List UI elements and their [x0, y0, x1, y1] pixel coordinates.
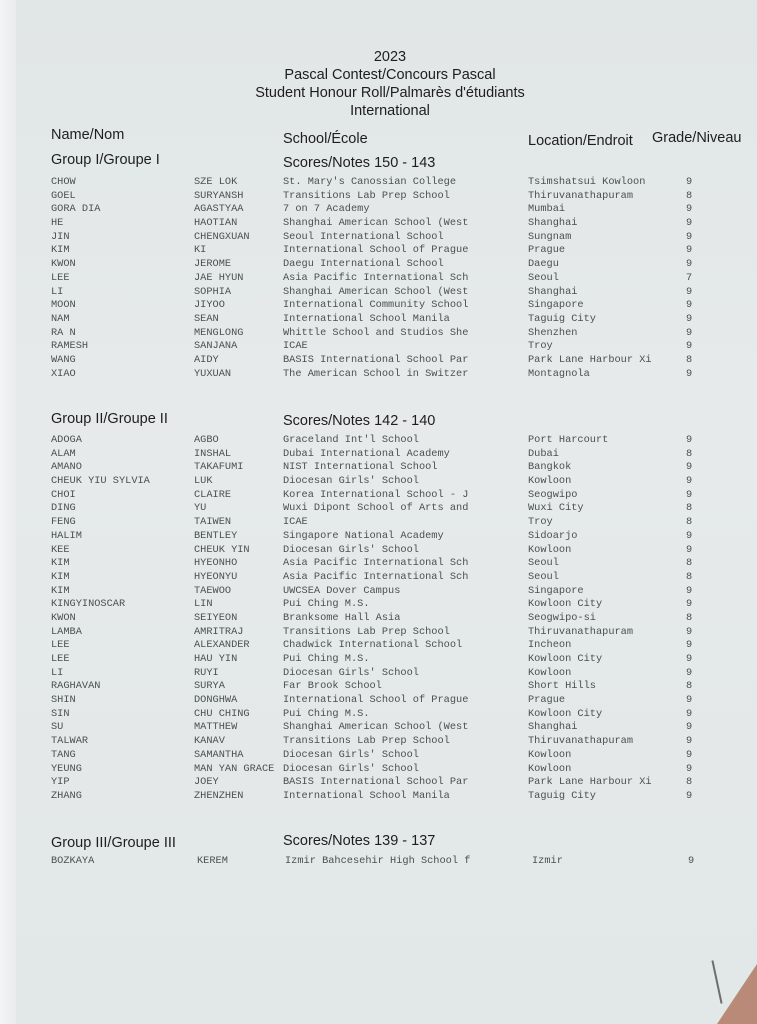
location: Prague: [528, 694, 566, 707]
first-name: RUYI: [194, 666, 219, 679]
location: Shenzhen: [528, 326, 578, 339]
location: Kowloon: [528, 748, 572, 761]
grade: 9: [686, 529, 693, 542]
last-name: LI: [51, 285, 64, 298]
first-name: AMRITRAJ: [194, 625, 244, 638]
last-name: MOON: [51, 299, 76, 312]
location: Shanghai: [528, 721, 578, 734]
location: Thiruvanathapuram: [528, 625, 634, 638]
location: Seogwipo-si: [528, 611, 596, 624]
first-name: HAOTIAN: [194, 217, 238, 230]
first-name: AIDY: [194, 353, 219, 366]
table-row: [0, 489, 757, 503]
grade: 9: [686, 748, 693, 761]
school-name: Pui Ching M.S.: [283, 707, 370, 720]
last-name: LI: [51, 666, 64, 679]
location: Mumbai: [528, 203, 566, 216]
first-name: CHU CHING: [194, 707, 250, 720]
first-name: SOPHIA: [194, 285, 232, 298]
table-row: [0, 763, 757, 777]
grade: 9: [686, 285, 693, 298]
school-name: Izmir Bahcesehir High School f: [285, 855, 471, 867]
location: Incheon: [528, 639, 572, 652]
school-name: Branksome Hall Asia: [283, 611, 401, 624]
table-row: [0, 639, 757, 653]
first-name: AGASTYAA: [194, 203, 244, 216]
location: Park Lane Harbour Xi: [528, 353, 652, 366]
last-name: XIAO: [51, 367, 76, 380]
school-name: Diocesan Girls' School: [283, 748, 419, 761]
table-row: [0, 475, 757, 489]
grade: 9: [686, 434, 693, 446]
school-name: NIST International School: [283, 461, 438, 474]
first-name: SAMANTHA: [194, 748, 244, 761]
first-name: HYEONYU: [194, 570, 238, 583]
grade: 9: [686, 598, 693, 611]
table-row: [0, 721, 757, 735]
last-name: TALWAR: [51, 735, 89, 748]
table-row: [0, 790, 757, 804]
school-name: International School Manila: [283, 312, 450, 325]
first-name: HAU YIN: [194, 653, 238, 665]
table-row: [0, 327, 757, 341]
grade: 8: [686, 557, 693, 570]
last-name: RAMESH: [51, 340, 89, 353]
grade: 8: [686, 776, 693, 789]
grade: 9: [686, 461, 693, 474]
first-name: DONGHWA: [194, 694, 238, 707]
group-3-title: Group III/Groupe III: [51, 835, 176, 851]
location: Troy: [528, 340, 553, 353]
first-name: SEIYEON: [194, 611, 238, 624]
location: Port Harcourt: [528, 434, 609, 446]
first-name: CLAIRE: [194, 488, 232, 501]
last-name: KINGYINOSCAR: [51, 598, 126, 611]
school-name: Far Brook School: [283, 680, 382, 693]
first-name: AGBO: [194, 434, 219, 446]
last-name: HALIM: [51, 529, 82, 542]
location: Bangkok: [528, 461, 572, 474]
location: Seogwipo: [528, 488, 578, 501]
school-name: Chadwick International School: [283, 639, 463, 652]
grade: 9: [686, 584, 693, 597]
first-name: KI: [194, 244, 207, 257]
grade: 7: [686, 271, 693, 284]
group-1-scores: Scores/Notes 150 - 143: [283, 155, 436, 171]
school-name: Diocesan Girls' School: [283, 762, 419, 775]
first-name: LIN: [194, 598, 213, 611]
school-name: BASIS International School Par: [283, 353, 469, 366]
location: Montagnola: [528, 367, 590, 380]
last-name: YEUNG: [51, 762, 82, 775]
table-row: [0, 448, 757, 462]
location: Seoul: [528, 557, 559, 570]
grade: 9: [686, 312, 693, 325]
location: Taguig City: [528, 312, 596, 325]
location: Singapore: [528, 299, 584, 312]
column-header-name: Name/Nom: [51, 127, 125, 143]
school-name: Shanghai American School (West: [283, 217, 469, 230]
first-name: YU: [194, 502, 207, 515]
last-name: KEE: [51, 543, 70, 556]
grade: 8: [686, 516, 693, 529]
school-name: Asia Pacific International Sch: [283, 570, 469, 583]
table-row: [0, 203, 757, 217]
grade: 9: [686, 340, 693, 353]
table-row: [0, 626, 757, 640]
first-name: KANAV: [194, 735, 225, 748]
school-name: Wuxi Dipont School of Arts and: [283, 502, 469, 515]
first-name: MAN YAN GRACE: [194, 762, 275, 775]
table-row: [0, 244, 757, 258]
table-row: [0, 313, 757, 327]
table-row: [0, 176, 757, 190]
grade: 9: [686, 694, 693, 707]
table-row: [0, 502, 757, 516]
location: Sungnam: [528, 230, 572, 243]
background-corner: [717, 964, 757, 1024]
location: Short Hills: [528, 680, 596, 693]
first-name: JIYOO: [194, 299, 225, 312]
region: International: [350, 103, 430, 119]
location: Kowloon City: [528, 653, 603, 665]
school-name: 7 on 7 Academy: [283, 203, 370, 216]
contest-name: Pascal Contest/Concours Pascal: [284, 67, 496, 83]
column-header-grade: Grade/Niveau: [652, 130, 742, 146]
last-name: KIM: [51, 570, 70, 583]
school-name: International School of Prague: [283, 694, 469, 707]
grade: 8: [686, 502, 693, 515]
school-name: Diocesan Girls' School: [283, 543, 419, 556]
first-name: SEAN: [194, 312, 219, 325]
table-row: [0, 299, 757, 313]
table-row: [0, 530, 757, 544]
grade: 9: [686, 762, 693, 775]
last-name: DING: [51, 502, 76, 515]
school-name: Dubai International Academy: [283, 447, 450, 460]
last-name: ZHANG: [51, 789, 82, 802]
school-name: BASIS International School Par: [283, 776, 469, 789]
grade: 9: [686, 721, 693, 734]
school-name: St. Mary's Canossian College: [283, 176, 457, 188]
group-1-rows: [0, 176, 757, 381]
grade: 9: [686, 258, 693, 271]
first-name: CHEUK YIN: [194, 543, 250, 556]
school-name: ICAE: [283, 340, 308, 353]
last-name: HE: [51, 217, 64, 230]
last-name: YIP: [51, 776, 70, 789]
grade: 9: [686, 653, 693, 665]
location: Seoul: [528, 271, 559, 284]
document-header: [0, 48, 757, 120]
school-name: Asia Pacific International Sch: [283, 271, 469, 284]
first-name: YUXUAN: [194, 367, 232, 380]
table-row: [0, 708, 757, 722]
group-1-title: Group I/Groupe I: [51, 152, 160, 168]
location: Kowloon: [528, 475, 572, 488]
location: Daegu: [528, 258, 559, 271]
school-name: Whittle School and Studios She: [283, 326, 469, 339]
location: Shanghai: [528, 285, 578, 298]
location: Tsimshatsui Kowloon: [528, 176, 646, 188]
table-row: [0, 258, 757, 272]
school-name: The American School in Switzer: [283, 367, 469, 380]
school-name: Diocesan Girls' School: [283, 475, 419, 488]
school-name: International School Manila: [283, 789, 450, 802]
grade: 9: [686, 299, 693, 312]
table-row: [0, 217, 757, 231]
last-name: LEE: [51, 639, 70, 652]
location: Shanghai: [528, 217, 578, 230]
table-row: [0, 667, 757, 681]
school-name: Seoul International School: [283, 230, 444, 243]
location: Thiruvanathapuram: [528, 735, 634, 748]
grade: 9: [686, 543, 693, 556]
table-row: [0, 557, 757, 571]
first-name: CHENGXUAN: [194, 230, 250, 243]
grade: 9: [688, 855, 695, 867]
table-row: [0, 749, 757, 763]
first-name: JOEY: [194, 776, 219, 789]
table-row: [0, 272, 757, 286]
school-name: Diocesan Girls' School: [283, 666, 419, 679]
school-name: Shanghai American School (West: [283, 285, 469, 298]
grade: 9: [686, 789, 693, 802]
table-row: [0, 354, 757, 368]
school-name: Graceland Int'l School: [283, 434, 419, 446]
grade: 9: [686, 707, 693, 720]
location: Prague: [528, 244, 566, 257]
first-name: TAIWEN: [194, 516, 232, 529]
table-row: [0, 340, 757, 354]
grade: 8: [686, 611, 693, 624]
first-name: SZE LOK: [194, 176, 238, 188]
last-name: AMANO: [51, 461, 82, 474]
table-row: [0, 776, 757, 790]
table-row: [0, 612, 757, 626]
group-3-rows: [0, 855, 757, 869]
grade: 9: [686, 217, 693, 230]
table-row: [0, 516, 757, 530]
last-name: CHOW: [51, 176, 76, 188]
location: Kowloon: [528, 762, 572, 775]
school-name: Korea International School - J: [283, 488, 469, 501]
table-row: [0, 680, 757, 694]
last-name: SU: [51, 721, 64, 734]
school-name: International School of Prague: [283, 244, 469, 257]
first-name: JAE HYUN: [194, 271, 244, 284]
table-row: [0, 461, 757, 475]
first-name: HYEONHO: [194, 557, 238, 570]
first-name: TAKAFUMI: [194, 461, 244, 474]
table-row: [0, 231, 757, 245]
grade: 8: [686, 570, 693, 583]
last-name: TANG: [51, 748, 76, 761]
location: Park Lane Harbour Xi: [528, 776, 652, 789]
grade: 9: [686, 475, 693, 488]
location: Seoul: [528, 570, 559, 583]
grade: 9: [686, 244, 693, 257]
location: Dubai: [528, 447, 559, 460]
last-name: CHEUK YIU SYLVIA: [51, 475, 150, 488]
grade: 8: [686, 447, 693, 460]
first-name: BENTLEY: [194, 529, 238, 542]
last-name: KIM: [51, 557, 70, 570]
last-name: GOEL: [51, 189, 76, 202]
grade: 8: [686, 680, 693, 693]
last-name: BOZKAYA: [51, 855, 95, 867]
school-name: ICAE: [283, 516, 308, 529]
first-name: ZHENZHEN: [194, 789, 244, 802]
grade: 9: [686, 203, 693, 216]
grade: 8: [686, 353, 693, 366]
table-row: [0, 544, 757, 558]
last-name: SIN: [51, 707, 70, 720]
first-name: ALEXANDER: [194, 639, 250, 652]
last-name: CHOI: [51, 488, 76, 501]
school-name: Singapore National Academy: [283, 529, 444, 542]
location: Thiruvanathapuram: [528, 189, 634, 202]
last-name: FENG: [51, 516, 76, 529]
last-name: LAMBA: [51, 625, 82, 638]
last-name: KIM: [51, 584, 70, 597]
table-row: [0, 286, 757, 300]
table-row: [0, 585, 757, 599]
year: 2023: [373, 49, 407, 65]
location: Wuxi City: [528, 502, 584, 515]
last-name: LEE: [51, 271, 70, 284]
school-name: Transitions Lab Prep School: [283, 189, 450, 202]
last-name: KWON: [51, 258, 76, 271]
location: Kowloon City: [528, 598, 603, 611]
grade: 9: [686, 488, 693, 501]
first-name: MENGLONG: [194, 326, 244, 339]
grade: 9: [686, 326, 693, 339]
first-name: INSHAL: [194, 447, 232, 460]
first-name: SURYANSH: [194, 189, 244, 202]
grade: 9: [686, 666, 693, 679]
school-name: Pui Ching M.S.: [283, 598, 370, 611]
column-header-school: School/École: [283, 131, 368, 147]
group-2-title: Group II/Groupe II: [51, 411, 168, 427]
last-name: GORA DIA: [51, 203, 101, 216]
first-name: SURYA: [194, 680, 225, 693]
last-name: RAGHAVAN: [51, 680, 101, 693]
table-row: [0, 571, 757, 585]
location: Troy: [528, 516, 553, 529]
location: Sidoarjo: [528, 529, 578, 542]
school-name: Shanghai American School (West: [283, 721, 469, 734]
table-row: [0, 368, 757, 382]
last-name: RA N: [51, 326, 76, 339]
last-name: ADOGA: [51, 434, 82, 446]
location: Kowloon City: [528, 707, 603, 720]
document-title: Student Honour Roll/Palmarès d'étudiants: [255, 85, 525, 101]
table-row: [0, 190, 757, 204]
school-name: Daegu International School: [283, 258, 444, 271]
last-name: WANG: [51, 353, 76, 366]
first-name: MATTHEW: [194, 721, 238, 734]
school-name: Pui Ching M.S.: [283, 653, 370, 665]
last-name: KIM: [51, 244, 70, 257]
table-row: [0, 653, 757, 667]
school-name: International Community School: [283, 299, 469, 312]
location: Izmir: [532, 855, 563, 867]
school-name: UWCSEA Dover Campus: [283, 584, 401, 597]
grade: 8: [686, 189, 693, 202]
first-name: SANJANA: [194, 340, 238, 353]
school-name: Asia Pacific International Sch: [283, 557, 469, 570]
grade: 9: [686, 176, 693, 188]
last-name: KWON: [51, 611, 76, 624]
first-name: KEREM: [197, 855, 228, 867]
column-header-location: Location/Endroit: [528, 133, 633, 149]
first-name: JEROME: [194, 258, 232, 271]
table-row: [0, 434, 757, 448]
grade: 9: [686, 367, 693, 380]
table-row: [0, 735, 757, 749]
table-row: [0, 694, 757, 708]
location: Kowloon: [528, 666, 572, 679]
grade: 9: [686, 639, 693, 652]
location: Taguig City: [528, 789, 596, 802]
school-name: Transitions Lab Prep School: [283, 625, 450, 638]
table-row: [0, 855, 757, 869]
last-name: JIN: [51, 230, 70, 243]
grade: 9: [686, 625, 693, 638]
location: Singapore: [528, 584, 584, 597]
grade: 9: [686, 735, 693, 748]
location: Kowloon: [528, 543, 572, 556]
last-name: NAM: [51, 312, 70, 325]
grade: 9: [686, 230, 693, 243]
last-name: LEE: [51, 653, 70, 665]
group-3-scores: Scores/Notes 139 - 137: [283, 833, 436, 849]
last-name: SHIN: [51, 694, 76, 707]
last-name: ALAM: [51, 447, 76, 460]
first-name: TAEWOO: [194, 584, 232, 597]
group-2-scores: Scores/Notes 142 - 140: [283, 413, 436, 429]
school-name: Transitions Lab Prep School: [283, 735, 450, 748]
group-2-rows: [0, 434, 757, 804]
first-name: LUK: [194, 475, 213, 488]
table-row: [0, 598, 757, 612]
